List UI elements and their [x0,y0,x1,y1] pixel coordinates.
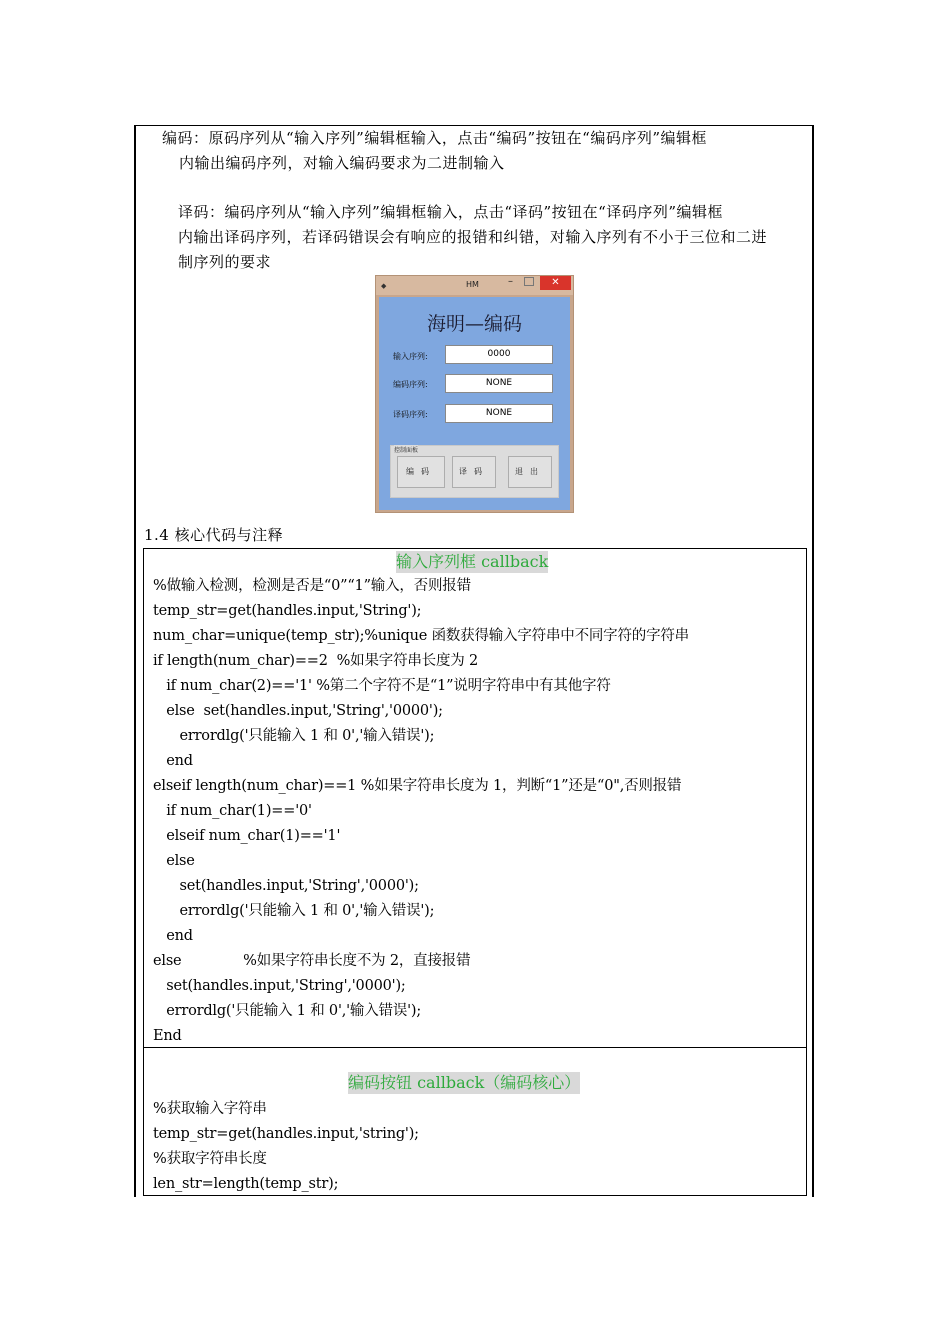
decoded-field[interactable]: NONE [445,404,553,423]
code-line: num_char=unique(temp_str);%unique 函数获得输入字符串中不同字符的字符串 [153,628,689,644]
app-icon: ◆ [381,282,387,290]
maximize-icon[interactable] [524,277,534,286]
input-label: 输入序列: [393,352,428,361]
section-heading: 1.4 核心代码与注释 [144,526,284,544]
code-line: %获取字符串长度 [153,1151,267,1167]
code-line: if length(num_char)==2 %如果字符串长度为 2 [153,653,478,669]
minimize-icon[interactable]: – [508,276,513,287]
close-icon[interactable]: ✕ [540,276,571,290]
code-line: if num_char(2)=='1' %第二个字符不是“1”说明字符串中有其他字符 [153,678,611,694]
encoded-field[interactable]: NONE [445,374,553,393]
decode-line-1: 译码：编码序列从“输入序列”编辑框输入，点击“译码”按钮在“译码序列”编辑框 [178,203,724,221]
exit-button[interactable]: 退出 [508,456,552,488]
block1-title: 输入序列框 callback [396,552,549,571]
encode-line-2: 内输出编码序列，对输入编码要求为二进制输入 [179,154,505,172]
block2-title: 编码按钮 callback（编码核心） [348,1073,581,1092]
decoded-label: 译码序列: [393,410,428,419]
code-line: %获取输入字符串 [153,1101,267,1117]
code-line: temp_str=get(handles.input,'String'); [153,603,422,619]
window-client-area [379,297,570,510]
control-panel-title: 控制面板 [394,447,419,454]
gui-window-screenshot [375,275,574,513]
code-line: elseif length(num_char)==1 %如果字符串长度为 1，判断“1”还是“0",否则报错 [153,778,682,794]
window-title: HM [466,280,479,289]
code-line: errordlg('只能输入 1 和 0','输入错误'); [153,903,435,919]
code-line: len_str=length(temp_str); [153,1176,339,1192]
encode-button[interactable]: 编码 [397,456,445,488]
code-line: else set(handles.input,'String','0000'); [153,703,443,719]
code-line: %做输入检测，检测是否是“0”“1”输入，否则报错 [153,578,471,594]
encode-description [162,126,802,176]
window-titlebar [376,276,573,295]
encode-line-1: 编码：原码序列从“输入序列”编辑框输入，点击“编码”按钮在“编码序列”编辑框 [162,129,708,147]
code-table-divider [144,1047,806,1048]
decode-line-3: 制序列的要求 [178,253,272,271]
control-panel [390,445,559,498]
code-line: temp_str=get(handles.input,'string'); [153,1126,419,1142]
code-line: else %如果字符串长度不为 2，直接报错 [153,953,471,969]
encoded-label: 编码序列: [393,380,428,389]
input-field[interactable]: 0000 [445,345,553,364]
code-line: end [153,928,193,944]
app-heading: 海明—编码 [426,313,522,335]
code-line: set(handles.input,'String','0000'); [153,978,406,994]
code-line: errordlg('只能输入 1 和 0','输入错误'); [153,728,435,744]
code-line: End [153,1028,182,1044]
code-line: end [153,753,193,769]
code-line: else [153,853,195,869]
code-line: errordlg('只能输入 1 和 0','输入错误'); [153,1003,422,1019]
code-line: if num_char(1)=='0' [153,803,312,819]
code-line: set(handles.input,'String','0000'); [153,878,419,894]
decode-button[interactable]: 译码 [452,456,496,488]
decode-line-2: 内输出译码序列，若译码错误会有响应的报错和纠错，对输入序列有不小于三位和二进 [178,228,768,246]
code-line: elseif num_char(1)=='1' [153,828,341,844]
decode-description [178,200,808,275]
